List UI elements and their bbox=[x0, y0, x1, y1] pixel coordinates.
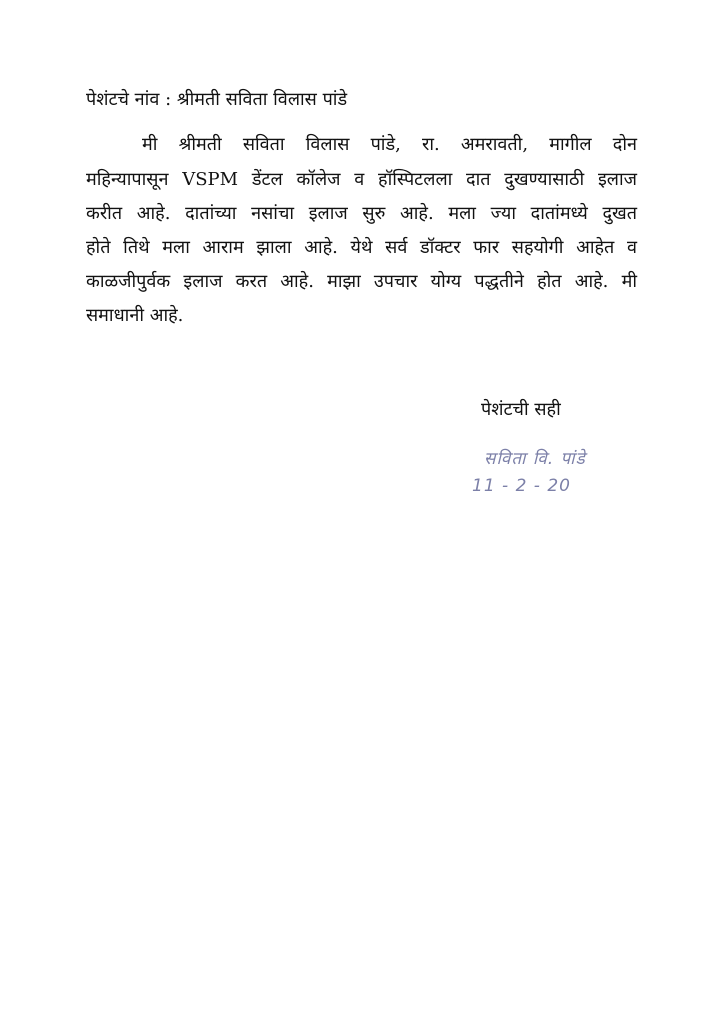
body-line: मी श्रीमती सविता विलास पांडे, रा. अमरावती, मागील दोन bbox=[142, 134, 637, 155]
body-line: करीत आहे. दातांच्या नसांचा इलाज सुरु आहे. मला ज्या दातांमध्ये दुखत bbox=[86, 203, 637, 224]
body-line: महिन्यापासून VSPM डेंटल कॉलेज व हॉस्पिटलला दात दुखण्यासाठी इलाज bbox=[86, 169, 637, 190]
body-line: समाधानी आहे. bbox=[86, 305, 184, 326]
body-line: होते तिथे मला आराम झाला आहे. येथे सर्व डॉक्टर फार सहयोगी आहेत व bbox=[86, 237, 637, 258]
body-line: काळजीपुर्वक इलाज करत आहे. माझा उपचार योग्य पद्धतीने होत आहे. मी bbox=[86, 271, 637, 292]
handwritten-signature: सविता वि. पांडे bbox=[484, 449, 586, 469]
patient-name-line: पेशंटचे नांव : श्रीमती सविता विलास पांडे bbox=[86, 89, 348, 110]
signature-label: पेशंटची सही bbox=[481, 399, 561, 420]
handwritten-date: 11 - 2 - 20 bbox=[472, 476, 571, 496]
